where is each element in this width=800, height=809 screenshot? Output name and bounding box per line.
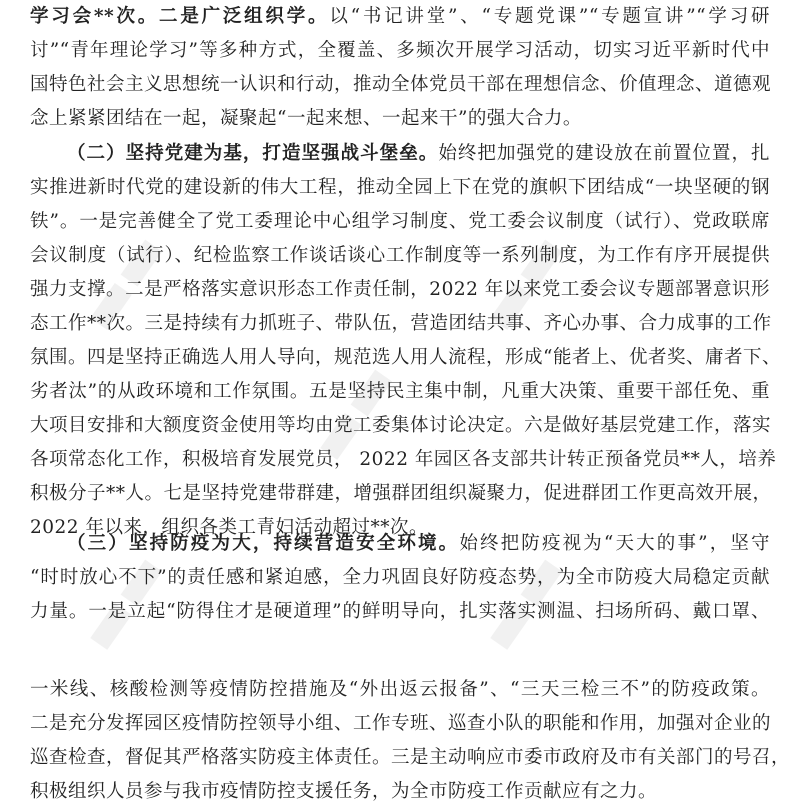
text-line: 国特色社会主义思想统一认识和行动，推动全体党员干部在理想信念、价值理念、道德观 (30, 74, 772, 95)
text-line: 积极分子**人。七是坚持党建带群建，增强群团组织凝聚力，促进群团工作更高效开展， (30, 483, 772, 504)
text-line: 积极组织人员参与我市疫情防控支援任务，为全市防疫工作贡献应有之力。 (30, 781, 658, 802)
text-line: 讨”“青年理论学习”等多种方式，全覆盖、多频次开展学习活动，切实习近平新时代中 (30, 40, 770, 61)
text-line: 劣者汰”的从政环境和工作氛围。五是坚持民主集中制，凡重大决策、重要干部任免、重 (30, 381, 770, 402)
text-line: 大项目安排和大额度资金使用等均由党工委集体讨论决定。六是做好基层党建工作，落实 (30, 415, 772, 436)
text-line: 学习会**次。二是广泛组织学。以“书记讲堂”、“专题党课”“专题宣讲”“学习研 (30, 6, 770, 27)
text-line: 一米线、核酸检测等疫情防控措施及“外出返云报备”、“三天三检三不”的防疫政策。 (30, 679, 770, 700)
text-line: 二是充分发挥园区疫情防控领导小组、工作专班、巡查小队的职能和作用，加强对企业的 (30, 713, 772, 734)
watermark: ▬▬ (465, 540, 580, 665)
text-line: 态工作**次。三是持续有力抓班子、带队伍，营造团结共事、齐心办事、合力成事的工作 (30, 313, 772, 334)
text-line: 会议制度（试行）、纪检监察工作谈话谈心工作制度等一系列制度，为工作有序开展提供 (30, 245, 770, 266)
section-epidemic-prevention (30, 527, 770, 629)
section-heading-line: （二）坚持党建为基，打造坚强战斗堡垒。始终把加强党的建设放在前置位置，扎 (67, 143, 770, 164)
paragraph-continuation (30, 673, 791, 809)
section-heading: （二）坚持党建为基，打造坚强战斗堡垒。 (67, 143, 439, 164)
text-line: 铁”。一是完善健全了党工委理论中心组学习制度、党工委会议制度（试行）、党政联席 (30, 211, 770, 232)
text-line: “时时放心不下”的责任感和紧迫感，全力巩固良好防疫态势，为全市防疫大局稳定贡献 (30, 567, 770, 588)
watermark: ▬▬ (65, 220, 180, 345)
text-line: 2022 年以来，组织各类工青妇活动超过**次。 (30, 517, 428, 538)
section-heading: （三）坚持防疫为大，持续营造安全环境。 (67, 533, 460, 554)
text-line: 强力支撑。二是严格落实意识形态工作责任制，2022 年以来党工委会议专题部署意识形 (30, 279, 770, 300)
watermark: ▬▬ (295, 350, 410, 475)
bold-lead: 学习会**次。二是广泛组织学。 (30, 6, 330, 27)
watermark: ▬▬ (65, 540, 180, 665)
text-line: 实推进新时代党的建设新的伟大工程，推动全园上下在党的旗帜下团结成“一块坚硬的钢 (30, 177, 770, 198)
section-party-building (30, 137, 781, 545)
paragraph-study (30, 0, 770, 136)
text-line: 氛围。四是坚持正确选人用人导向，规范选人用人流程，形成“能者上、优者奖、庸者下、 (30, 347, 781, 368)
text-line: 念上紧紧团结在一起，凝聚起“一起来想、一起来干”的强大合力。 (30, 108, 582, 129)
watermark: ▬▬ (465, 220, 580, 345)
section-heading-line: （三）坚持防疫为大，持续营造安全环境。始终把防疫视为“天大的事”，坚守 (67, 533, 770, 554)
text-line: 力量。一是立起“防得住才是硬道理”的鲜明导向，扎实落实测温、扫场所码、戴口罩、 (30, 601, 770, 622)
text-line: 巡查检查，督促其严格落实防疫主体责任。三是主动响应市委市政府及市有关部门的号召， (30, 747, 791, 768)
text-line: 各项常态化工作，积极培育发展党员， 2022 年园区各支部共计转正预备党员**人，培养 (30, 449, 777, 470)
